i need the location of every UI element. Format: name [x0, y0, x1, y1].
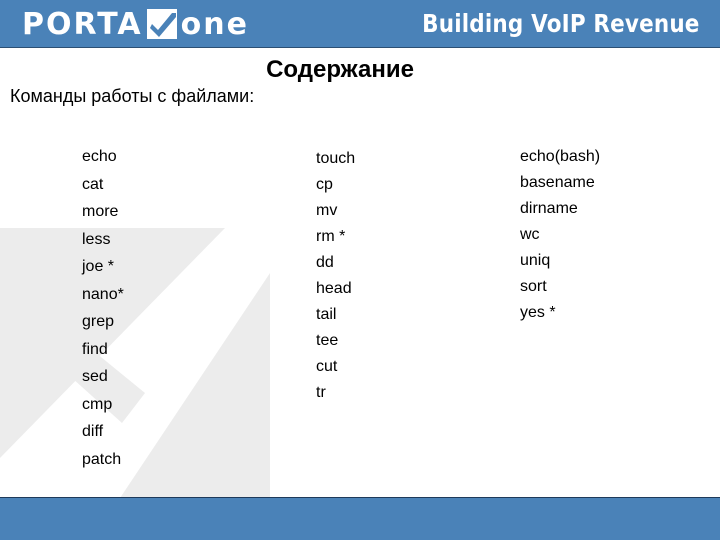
list-item: sort: [520, 278, 547, 295]
list-item: cat: [82, 175, 104, 193]
list-item: head: [316, 280, 352, 297]
list-item: echo: [82, 148, 117, 165]
list-item: uniq: [520, 252, 551, 269]
list-item: cut: [316, 358, 338, 375]
list-item: tail: [316, 306, 337, 323]
list-item: tee: [316, 332, 339, 349]
list-item: dd: [316, 254, 334, 271]
list-item: touch: [316, 150, 356, 167]
command-list-column-3: [520, 147, 600, 329]
list-item: wc: [520, 226, 540, 243]
footer-bar: [0, 498, 720, 540]
list-item: less: [82, 230, 111, 248]
list-item: cp: [316, 176, 333, 193]
list-item: grep: [82, 313, 115, 330]
checkmark-logo-icon: [147, 9, 177, 39]
list-item: patch: [82, 450, 122, 468]
list-item: yes *: [520, 304, 556, 321]
slide-title: Содержание: [266, 56, 414, 83]
logo-text-left: PORTA: [22, 6, 143, 42]
list-item: more: [82, 203, 119, 220]
list-item: basename: [520, 174, 595, 191]
header-bar: [0, 0, 720, 48]
command-list-column-2: [316, 149, 355, 409]
list-item: sed: [82, 368, 108, 385]
slide-subtitle: Команды работы с файлами:: [10, 86, 255, 106]
list-item: tr: [316, 384, 326, 401]
list-item: joe *: [82, 258, 115, 275]
list-item: echo(bash): [520, 148, 601, 165]
header-tagline: Building VoIP Revenue: [422, 9, 700, 38]
checkmark-watermark-icon: [0, 228, 270, 498]
list-item: dirname: [520, 200, 578, 217]
list-item: diff: [82, 423, 104, 440]
portaone-logo: [22, 6, 249, 42]
list-item: mv: [316, 202, 338, 219]
list-item: cmp: [82, 395, 113, 413]
list-item: rm *: [316, 228, 346, 245]
list-item: nano*: [82, 285, 124, 303]
command-list-column-1: [82, 147, 124, 477]
list-item: find: [82, 340, 108, 358]
logo-text-right: one: [180, 6, 249, 42]
